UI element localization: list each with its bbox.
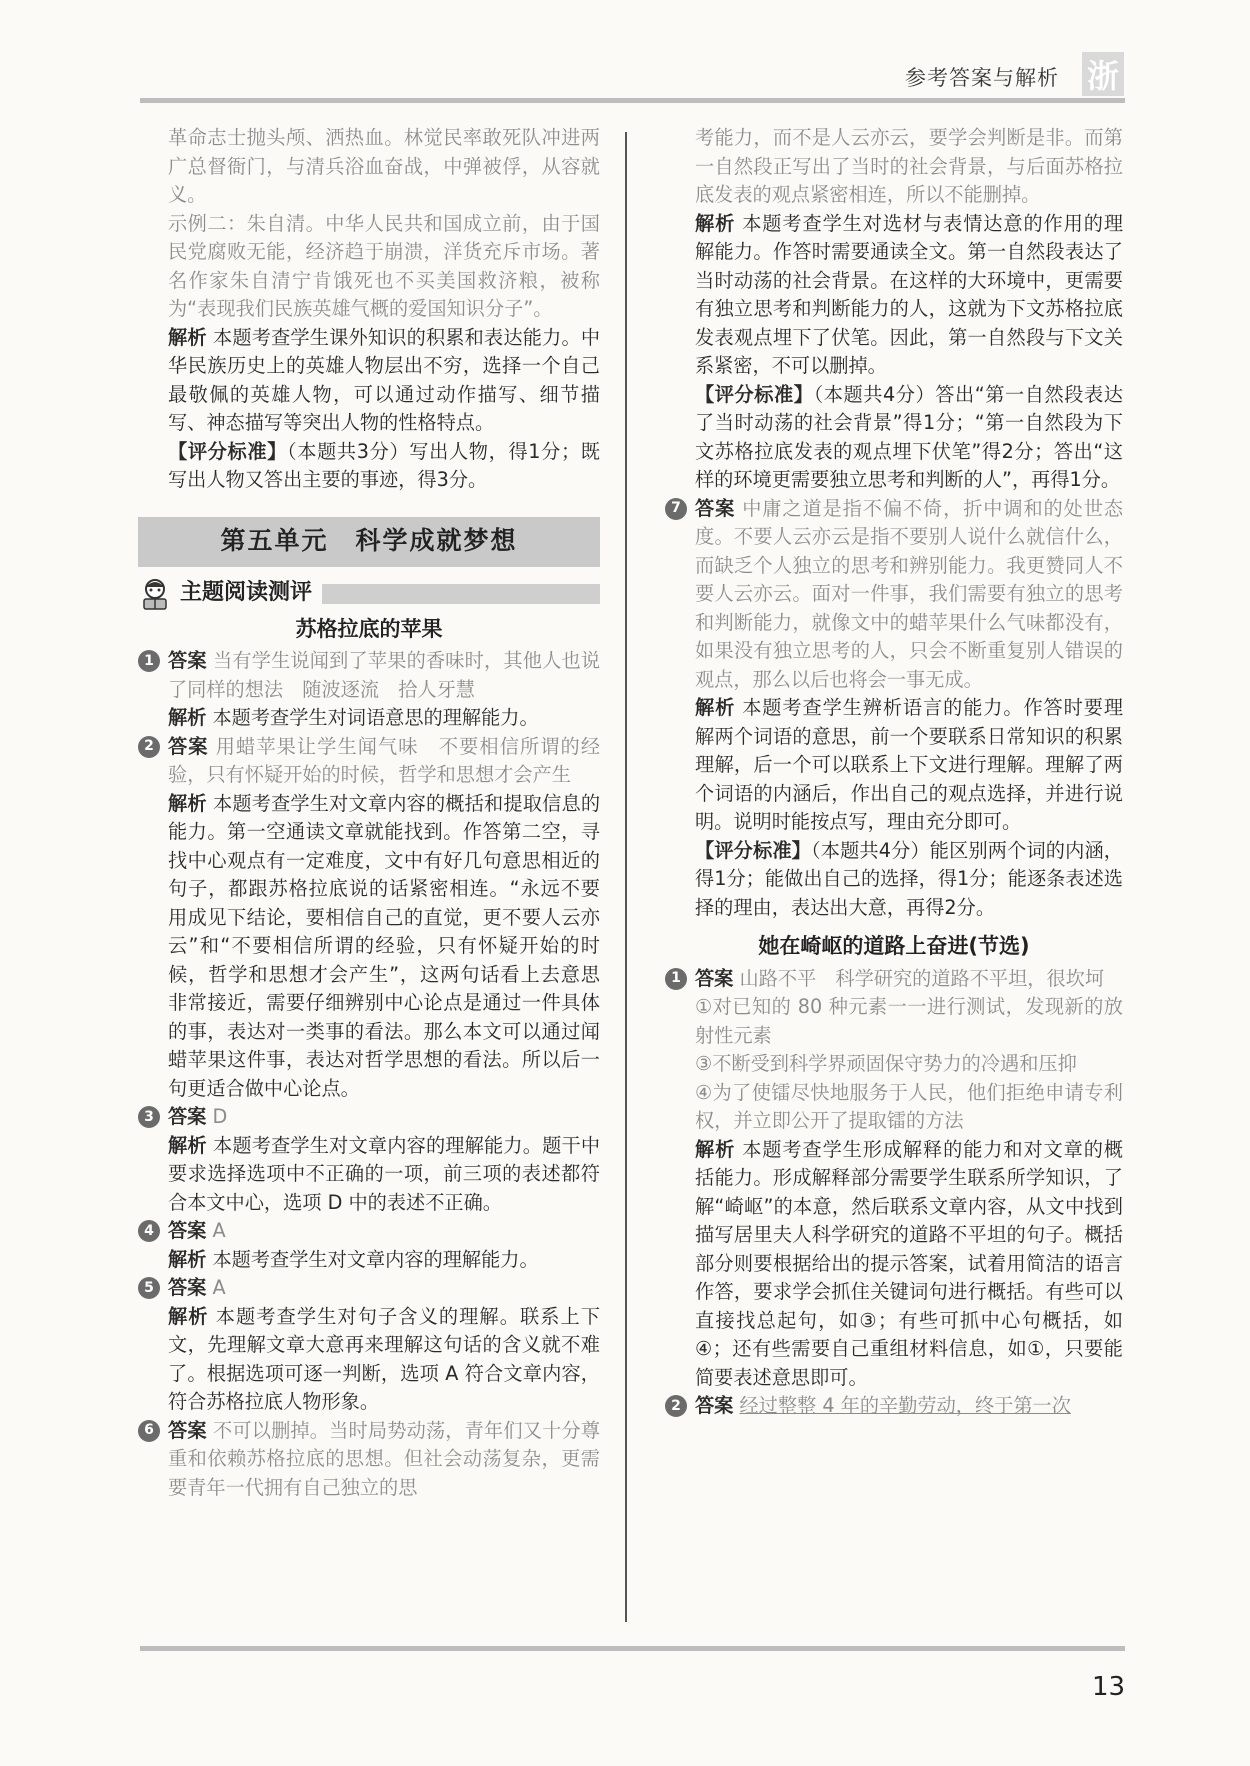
- article-title: 苏格拉底的苹果: [295, 616, 443, 641]
- answer-text: 不可以删掉。当时局势动荡，青年们又十分尊重和依赖苏格拉底的思想。但社会动荡复杂，更需要青年一代拥有自己独立的思: [168, 1418, 601, 1499]
- question-3: [138, 1103, 600, 1217]
- question-4: [138, 1217, 600, 1274]
- score-text: （本题共3分）写出人物，得1分；既写出人物又答出主要的事迹，得3分。: [168, 439, 600, 491]
- analysis-text: 本题考查学生对选材与表情达意的作用的理解能力。作答时需要通读全文。第一自然段表达了当时动荡的社会背景。在这样的大环境中，更需要有独立思考和判断能力的人，这就为下文苏格拉底发表观点埋下了伏笔。因此，第一自然段与下文关系紧密，不可以删掉。: [695, 211, 1124, 377]
- analysis-label: 解析: [168, 1247, 207, 1271]
- question-5: [138, 1274, 600, 1417]
- answer-text: A: [212, 1276, 226, 1299]
- score-label: 【评分标准】: [695, 838, 812, 862]
- analysis-text: 本题考查学生课外知识的积累和表达能力。中华民族历史上的英雄人物层出不穷，选择一个自己最敬佩的英雄人物，可以通过动作描写、细节描写、神态描写等突出人物的性格特点。: [168, 325, 601, 434]
- score-standard: [695, 381, 1123, 495]
- answer-item: ③不断受到科学界顽固保守势力的冷遇和压抑: [695, 1052, 1077, 1075]
- answer-text: D: [212, 1105, 228, 1128]
- score-label: 【评分标准】: [168, 439, 288, 463]
- footer-rule: [140, 1646, 1125, 1651]
- left-column: [138, 124, 600, 1502]
- section-bar: [322, 584, 600, 604]
- province-badge: 浙: [1082, 52, 1124, 96]
- reading-student-icon: [138, 577, 172, 611]
- section-title: 主题阅读测评: [180, 580, 313, 606]
- answer-label: 答案: [695, 496, 736, 520]
- article-title: 她在崎岖的道路上奋进(节选): [758, 934, 1030, 958]
- analysis-text: 本题考查学生对词语意思的理解能力。: [212, 706, 539, 729]
- q6-continued: [665, 124, 1123, 495]
- column-divider: [625, 132, 627, 1622]
- question-1: [665, 965, 1123, 994]
- analysis-label: 解析: [695, 696, 736, 719]
- analysis-label: 解析: [168, 1304, 209, 1328]
- answer-label: 答案: [695, 1394, 734, 1417]
- question-2: [138, 733, 600, 1104]
- answer-text: 经过整整 4 年的辛勤劳动，终于第一次: [739, 1394, 1071, 1417]
- section-heading: [138, 577, 600, 611]
- answer-text: 山路不平 科学研究的道路不平坦，很坎坷: [739, 966, 1105, 990]
- question-number: 2: [138, 736, 160, 758]
- analysis-label: 解析: [168, 1133, 207, 1157]
- page-number: 13: [1092, 1672, 1126, 1702]
- header-rule: [140, 98, 1125, 103]
- question-number: 2: [665, 1395, 687, 1417]
- unit-banner: 第五单元 科学成就梦想: [138, 517, 600, 567]
- question-1: [138, 647, 600, 733]
- answer-text: A: [212, 1219, 226, 1242]
- question-6: [138, 1417, 600, 1503]
- question-number: 5: [138, 1277, 160, 1299]
- right-column: [665, 124, 1123, 1421]
- header-title: 参考答案与解析: [905, 66, 1059, 90]
- analysis-text: 本题考查学生对文章内容的概括和提取信息的能力。第一空通读文章就能找到。作答第二空，寻找中心观点有一定难度，文中有好几句意思相近的句子，都跟苏格拉底说的话紧密相连。“永远不要用成见下结论，要相信自己的直觉，更不要人云亦云”和“不要相信所谓的经验，只有怀疑开始的时候，哲学和思想才会产生”，这两句话看上去意思非常接近，需要仔细辨别中心论点是通过一件具体的事，表达对一类事的看法。那么本文可以通过闻蜡苹果这件事，表达对哲学思想的看法。所以后一句更适合做中心论点。: [168, 791, 601, 1100]
- analysis-text: 本题考查学生辨析语言的能力。作答时要理解两个词语的意思，前一个要联系日常知识的积累理解，后一个可以联系上下文进行理解。理解了两个词语的内涵后，作出自己的观点选择，并进行说明。说明时能按点写，理由充分即可。: [695, 696, 1124, 833]
- answer-item: ①对已知的 80 种元素一一进行测试，发现新的放射性元素: [695, 995, 1123, 1047]
- question-number: 6: [138, 1420, 160, 1442]
- question-number: 1: [665, 968, 687, 990]
- analysis-block: [665, 1136, 1123, 1393]
- answer-label: 答案: [168, 1276, 207, 1299]
- answer-label: 答案: [168, 1105, 207, 1128]
- answer-text: 革命志士抛头颅、洒热血。林觉民率敢死队冲进两广总督衙门，与清兵浴血奋战，中弹被俘，从容就义。: [168, 126, 600, 206]
- answer-items: [665, 993, 1123, 1136]
- answer-text: 中庸之道是指不偏不倚，折中调和的处世态度。不要人云亦云是指不要别人说什么就信什么，而缺乏个人独立的思考和辨别能力。我更赞同人不要人云亦云。面对一件事，我们需要有独立的思考和判断能力，就像文中的蜡苹果什么气味都没有，如果没有独立思考的人，只会不断重复别人错误的观点，那么以后也将会一事无成。: [695, 496, 1124, 691]
- analysis-label: 解析: [695, 211, 736, 235]
- analysis-text: 本题考查学生形成解释的能力和对文章的概括能力。形成解释部分需要学生联系所学知识，了解“崎岖”的本意，然后联系文章内容，从文中找到描写居里夫人科学研究的道路不平坦的句子。概括部分则要根据给出的提示答案，试着用简洁的语言作答，要求学会抓住关键词句进行概括。有些可以直接找总起句，如③；有些可抓中心句概括，如④；还有些需要自己重组材料信息，如①，只要能简要表述意思即可。: [695, 1137, 1124, 1389]
- answer-text: 当有学生说闻到了苹果的香味时，其他人也说了同样的想法 随波逐流 拾人牙慧: [168, 649, 601, 701]
- analysis-label: 解析: [168, 791, 207, 815]
- analysis-text: 本题考查学生对句子含义的理解。联系上下文，先理解文章大意再来理解这句话的含义就不难了。根据选项可逐一判断，选项 A 符合文章内容，符合苏格拉底人物形象。: [168, 1304, 601, 1413]
- answer-item: ④为了使镭尽快地服务于人民，他们拒绝申请专利权，并立即公开了提取镭的方法: [695, 1080, 1123, 1132]
- answer-label: 答案: [168, 734, 209, 758]
- score-label: 【评分标准】: [695, 382, 814, 406]
- answer-label: 答案: [168, 649, 207, 672]
- answer-text: 用蜡苹果让学生闻气味 不要相信所谓的经验，只有怀疑开始的时候，哲学和思想才会产生: [168, 734, 601, 786]
- answer-text: 示例二：朱自清。中华人民共和国成立前，由于国民党腐败无能，经济趋于崩溃，洋货充斥市场。著名作家朱自清宁肯饿死也不买美国救济粮，被称为“表现我们民族英雄气概的爱国知识分子”。: [168, 211, 600, 320]
- score-text: （本题共4分）答出“第一自然段表达了当时动荡的社会背景”得1分；“第一自然段为下文苏格拉底发表的观点埋下伏笔”得2分；答出“这样的环境更需要独立思考和判断的人”，再得1分。: [695, 382, 1123, 491]
- score-text: （本题共4分）能区别两个词的内涵，得1分；能做出自己的选择，得1分；能逐条表述选择的理由，表达出大意，再得2分。: [695, 838, 1123, 919]
- question-number: 4: [138, 1220, 160, 1242]
- score-standard: [695, 837, 1123, 923]
- answer-text: 考能力，而不是人云亦云，要学会判断是非。而第一自然段正写出了当时的社会背景，与后面苏格拉底发表的观点紧密相连，所以不能删掉。: [695, 126, 1123, 206]
- analysis-text: 本题考查学生对文章内容的理解能力。题干中要求选择选项中不正确的一项，前三项的表述都符合本文中心，选项 D 中的表述不正确。: [168, 1133, 601, 1214]
- question-number: 1: [138, 650, 160, 672]
- prev-answer-continued: [138, 124, 600, 495]
- answer-label: 答案: [695, 966, 734, 990]
- question-2: [665, 1392, 1123, 1421]
- question-number: 7: [665, 498, 687, 520]
- question-7: [665, 495, 1123, 923]
- analysis: [168, 324, 600, 438]
- answer-label: 答案: [168, 1219, 207, 1242]
- analysis-text: 本题考查学生对文章内容的理解能力。: [212, 1247, 539, 1271]
- analysis-label: 解析: [168, 325, 207, 349]
- score-standard: [168, 438, 600, 495]
- answer-label: 答案: [168, 1418, 207, 1442]
- analysis-label: 解析: [168, 706, 207, 729]
- question-number: 3: [138, 1106, 160, 1128]
- analysis-label: 解析: [695, 1137, 736, 1161]
